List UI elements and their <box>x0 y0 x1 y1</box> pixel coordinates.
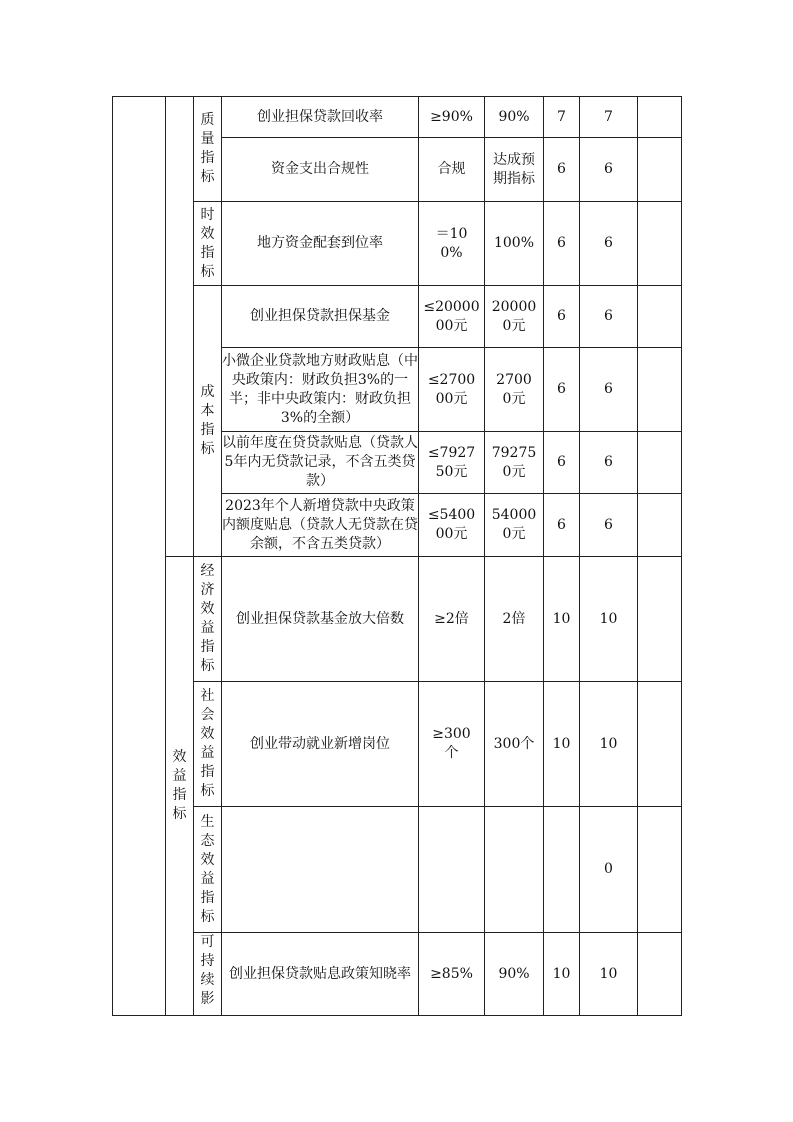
indicator-weight: 6 <box>544 286 580 348</box>
indicator-target: ≥2倍 <box>419 557 485 682</box>
indicator-note <box>638 432 682 494</box>
indicator-score: 6 <box>580 494 638 557</box>
indicator-target: ≥300个 <box>419 682 485 807</box>
indicator-score: 6 <box>580 286 638 348</box>
indicator-note <box>638 494 682 557</box>
indicator-score: 0 <box>580 807 638 933</box>
indicator-name: 以前年度在贷贷款贴息（贷款人5年内无贷款记录，不含五类贷款） <box>222 432 419 494</box>
level1-category-cell <box>113 97 166 1016</box>
indicator-name: 创业担保贷款贴息政策知晓率 <box>222 933 419 1016</box>
indicator-actual: 200000元 <box>485 286 544 348</box>
indicator-note <box>638 557 682 682</box>
indicator-weight: 6 <box>544 348 580 432</box>
indicator-name <box>222 807 419 933</box>
table-row <box>113 933 682 1016</box>
indicator-note <box>638 682 682 807</box>
indicator-score: 10 <box>580 557 638 682</box>
indicator-name: 创业担保贷款基金放大倍数 <box>222 557 419 682</box>
indicator-weight <box>544 807 580 933</box>
indicator-target: ≤270000元 <box>419 348 485 432</box>
indicator-score: 10 <box>580 682 638 807</box>
table-row <box>113 807 682 933</box>
indicator-actual: 540000元 <box>485 494 544 557</box>
indicator-weight: 6 <box>544 138 580 202</box>
indicator-score: 10 <box>580 933 638 1016</box>
indicator-target: ≥85% <box>419 933 485 1016</box>
indicator-name: 创业担保贷款回收率 <box>222 97 419 138</box>
indicator-target: 合规 <box>419 138 485 202</box>
table-row <box>113 97 682 138</box>
table-row <box>113 557 682 682</box>
indicator-name: 地方资金配套到位率 <box>222 202 419 286</box>
indicator-name: 资金支出合规性 <box>222 138 419 202</box>
indicator-actual: 达成预期指标 <box>485 138 544 202</box>
subcategory-cost: 成本指标 <box>194 286 222 557</box>
indicator-actual: 300个 <box>485 682 544 807</box>
indicator-target: ≤792750元 <box>419 432 485 494</box>
indicator-target: ≤540000元 <box>419 494 485 557</box>
indicator-name: 2023年个人新增贷款中央政策内额度贴息（贷款人无贷款在贷余额，不含五类贷款） <box>222 494 419 557</box>
performance-indicator-table <box>112 96 682 1016</box>
indicator-score: 6 <box>580 432 638 494</box>
subcategory-economic: 经济效益指标 <box>194 557 222 682</box>
indicator-actual <box>485 807 544 933</box>
indicator-score: 6 <box>580 202 638 286</box>
indicator-name: 创业带动就业新增岗位 <box>222 682 419 807</box>
indicator-note <box>638 138 682 202</box>
indicator-actual: 27000元 <box>485 348 544 432</box>
indicator-weight: 6 <box>544 494 580 557</box>
indicator-score: 7 <box>580 97 638 138</box>
indicator-note <box>638 348 682 432</box>
indicator-score: 6 <box>580 138 638 202</box>
indicator-target: ≤2000000元 <box>419 286 485 348</box>
indicator-target: ≥90% <box>419 97 485 138</box>
indicator-name: 创业担保贷款担保基金 <box>222 286 419 348</box>
indicator-weight: 6 <box>544 202 580 286</box>
indicator-actual: 90% <box>485 97 544 138</box>
indicator-note <box>638 202 682 286</box>
indicator-weight: 10 <box>544 682 580 807</box>
indicator-name: 小微企业贷款地方财政贴息（中央政策内：财政负担3%的一半；非中央政策内：财政负担3%的全额） <box>222 348 419 432</box>
indicator-note <box>638 286 682 348</box>
subcategory-social: 社会效益指标 <box>194 682 222 807</box>
table-row <box>113 286 682 348</box>
indicator-note <box>638 807 682 933</box>
level2-output-cell <box>166 97 194 557</box>
subcategory-timeliness: 时效指标 <box>194 202 222 286</box>
indicator-note <box>638 97 682 138</box>
indicator-score: 6 <box>580 348 638 432</box>
indicator-note <box>638 933 682 1016</box>
table-row <box>113 682 682 807</box>
subcategory-quality: 质量指标 <box>194 97 222 202</box>
indicator-actual: 2倍 <box>485 557 544 682</box>
indicator-weight: 10 <box>544 933 580 1016</box>
indicator-actual: 90% <box>485 933 544 1016</box>
indicator-weight: 10 <box>544 557 580 682</box>
indicator-actual: 100% <box>485 202 544 286</box>
category-benefit: 效益指标 <box>166 557 194 1016</box>
subcategory-ecological: 生态效益指标 <box>194 807 222 933</box>
indicator-target: ＝100% <box>419 202 485 286</box>
indicator-target <box>419 807 485 933</box>
indicator-weight: 6 <box>544 432 580 494</box>
table-row <box>113 202 682 286</box>
indicator-weight: 7 <box>544 97 580 138</box>
indicator-actual: 792750元 <box>485 432 544 494</box>
subcategory-sustainable: 可持续影 <box>194 933 222 1016</box>
